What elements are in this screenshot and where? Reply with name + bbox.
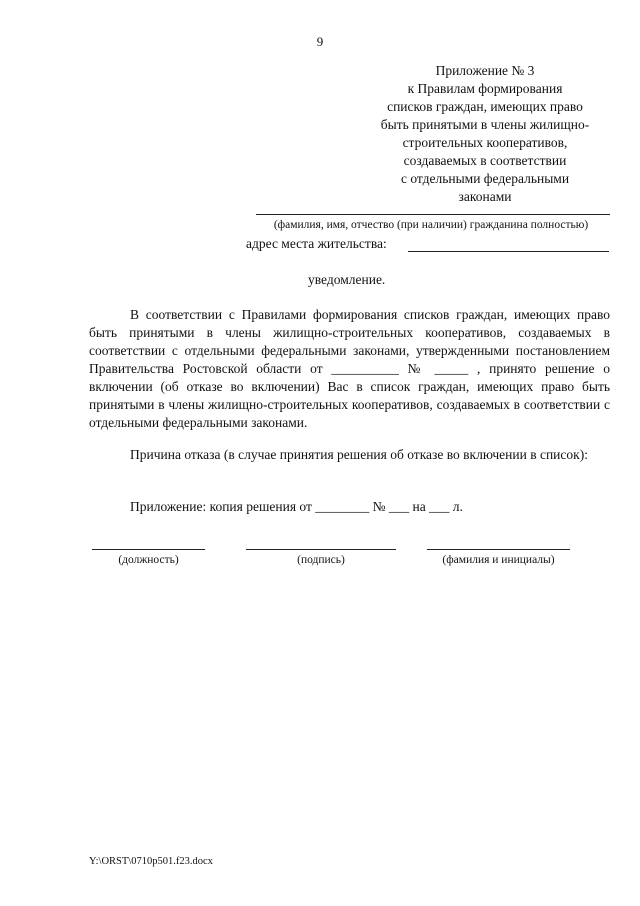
- position-line: [92, 549, 205, 550]
- paragraph-main-text: В соответствии с Правилами формирования списков граждан, имеющих право быть принятыми в члены жилищно-строительных кооперативов, создаваемых в соответствии с отдельными федеральными законами, утвержденными постановлением Правительства Ростовской области от __________ № _____ , принято решение о включении (об отказе во включении) Вас в список граждан, имеющих право быть принятыми в члены жилищно-строительных кооперативов, создаваемых в соответствии с отдельными федеральными законами.: [89, 307, 610, 430]
- name-line: [427, 549, 570, 550]
- name-caption: (фамилия и инициалы): [442, 554, 555, 566]
- address-label: адрес места жительства:: [246, 236, 387, 251]
- appendix-line: быть принятыми в члены жилищно-: [380, 117, 590, 132]
- appendix-line: с отдельными федеральными: [400, 171, 570, 186]
- paragraph-refusal: [89, 446, 610, 464]
- appendix-header: [360, 62, 610, 206]
- paragraph-refusal-text: Причина отказа (в случае принятия решения об отказе во включении в список):: [130, 447, 588, 462]
- applicant-name-caption: (фамилия, имя, отчество (при наличии) гражданина полностью): [273, 219, 589, 231]
- page-number: 9: [316, 34, 324, 49]
- applicant-name-line: [256, 214, 610, 215]
- appendix-line: строительных кооперативов,: [402, 135, 568, 150]
- address-line: [408, 251, 609, 252]
- appendix-line: списков граждан, имеющих право: [387, 99, 583, 114]
- signature-caption: (подпись): [297, 554, 345, 566]
- file-path-footer: Y:\ORST\0710p501.f23.docx: [89, 856, 213, 867]
- appendix-line: Приложение № 3: [435, 63, 535, 78]
- signature-line: [246, 549, 396, 550]
- notice-title: уведомление.: [308, 272, 386, 287]
- appendix-line: к Правилам формирования: [407, 81, 563, 96]
- position-caption: (должность): [118, 554, 179, 566]
- appendix-line: создаваемых в соответствии: [403, 153, 567, 168]
- paragraph-main: [89, 306, 610, 432]
- appendix-line: законами: [458, 189, 512, 204]
- attachment-line: Приложение: копия решения от ________ № ___ на ___ л.: [130, 499, 463, 514]
